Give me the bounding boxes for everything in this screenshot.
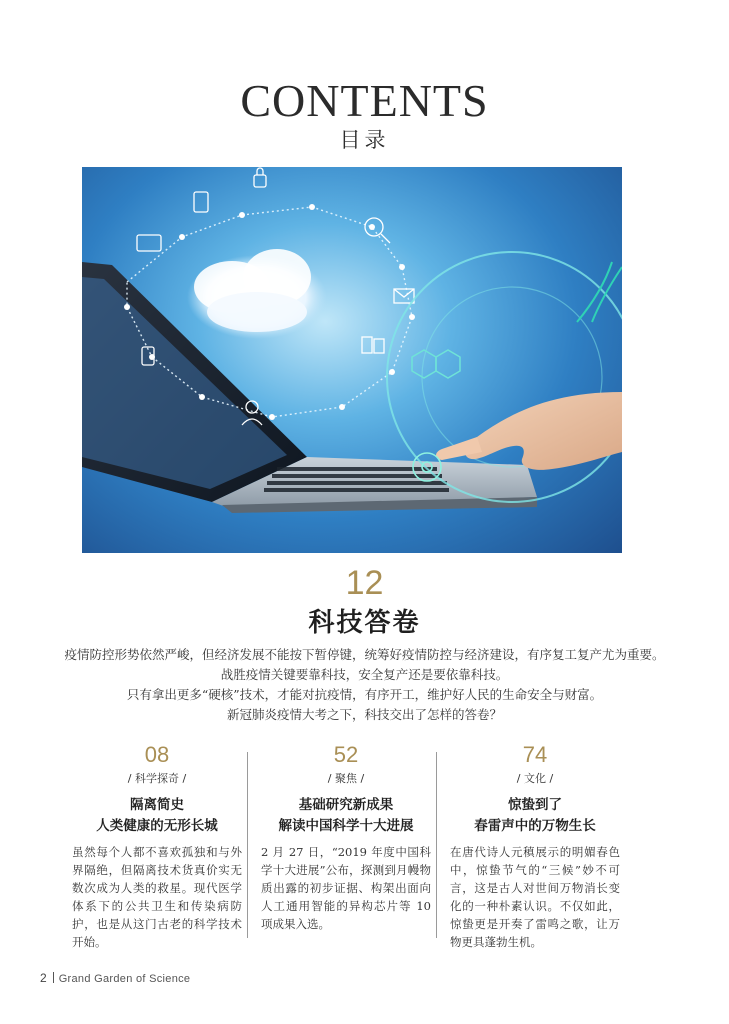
article-subtitle: 解读中国科学十大进展	[278, 818, 414, 834]
contents-title: CONTENTS	[240, 75, 489, 126]
article-entry[interactable]	[450, 743, 620, 951]
article-summary: 在唐代诗人元稹展示的明媚春色中，惊蛰节气的“三候”妙不可言，这是古人对世间万物消长变化的一种朴素认识。不仅如此，惊蛰更是开奏了雷鸣之歌，让万物更具蓬勃生机。	[450, 845, 620, 949]
article-page-number: 08	[144, 742, 170, 767]
feature-summary-line: 战胜疫情关键要靠科技，安全复产还是要依靠科技。	[220, 667, 509, 682]
footer-separator	[53, 972, 54, 983]
article-page-number: 74	[522, 742, 548, 767]
article-subtitle: 人类健康的无形长城	[96, 818, 218, 834]
footer-page-number: 2	[40, 971, 47, 985]
article-page-number: 52	[333, 742, 359, 767]
article-entry[interactable]	[72, 743, 242, 951]
contents-subtitle: 目录	[339, 128, 390, 152]
article-category: / 聚焦 /	[327, 772, 365, 785]
page-footer	[40, 971, 190, 985]
article-category: / 科学探奇 /	[127, 772, 187, 785]
feature-page-number: 12	[345, 564, 384, 602]
feature-summary-line: 疫情防控形势依然严峻，但经济发展不能按下暂停键，统筹好疫情防控与经济建设，有序复工复产尤为重要。	[64, 647, 665, 662]
feature-summary-line: 新冠肺炎疫情大考之下，科技交出了怎样的答卷？	[226, 707, 502, 722]
article-title: 惊蛰到了	[508, 797, 562, 813]
article-subtitle: 春雷声中的万物生长	[474, 818, 596, 834]
feature-title: 科技答卷	[308, 608, 421, 638]
cover-illustration	[82, 167, 622, 553]
cloud-network-laptop-illustration	[82, 167, 622, 553]
feature-summary	[40, 645, 689, 725]
footer-brand: Grand Garden of Science	[58, 973, 191, 985]
article-title: 隔离简史	[130, 797, 184, 813]
article-summary: 2 月 27 日，“2019 年度中国科学十大进展”公布，探测到月幔物质出露的初步证据、构架出面向人工通用智能的异构芯片等 10 项成果入选。	[261, 845, 431, 931]
feature-summary-line: 只有拿出更多“硬核”技术，才能对抗疫情，有序开工，维护好人民的生命安全与财富。	[126, 687, 603, 702]
article-category: / 文化 /	[516, 772, 554, 785]
article-title: 基础研究新成果	[298, 797, 394, 813]
column-divider	[247, 752, 248, 938]
column-divider	[436, 752, 437, 938]
article-summary: 虽然每个人都不喜欢孤独和与外界隔绝，但隔离技术货真价实无数次成为人类的救星。现代医学体系下的公共卫生和传染病防护，也是从这门古老的科学技术开始。	[72, 845, 242, 949]
article-entry[interactable]	[261, 743, 431, 933]
